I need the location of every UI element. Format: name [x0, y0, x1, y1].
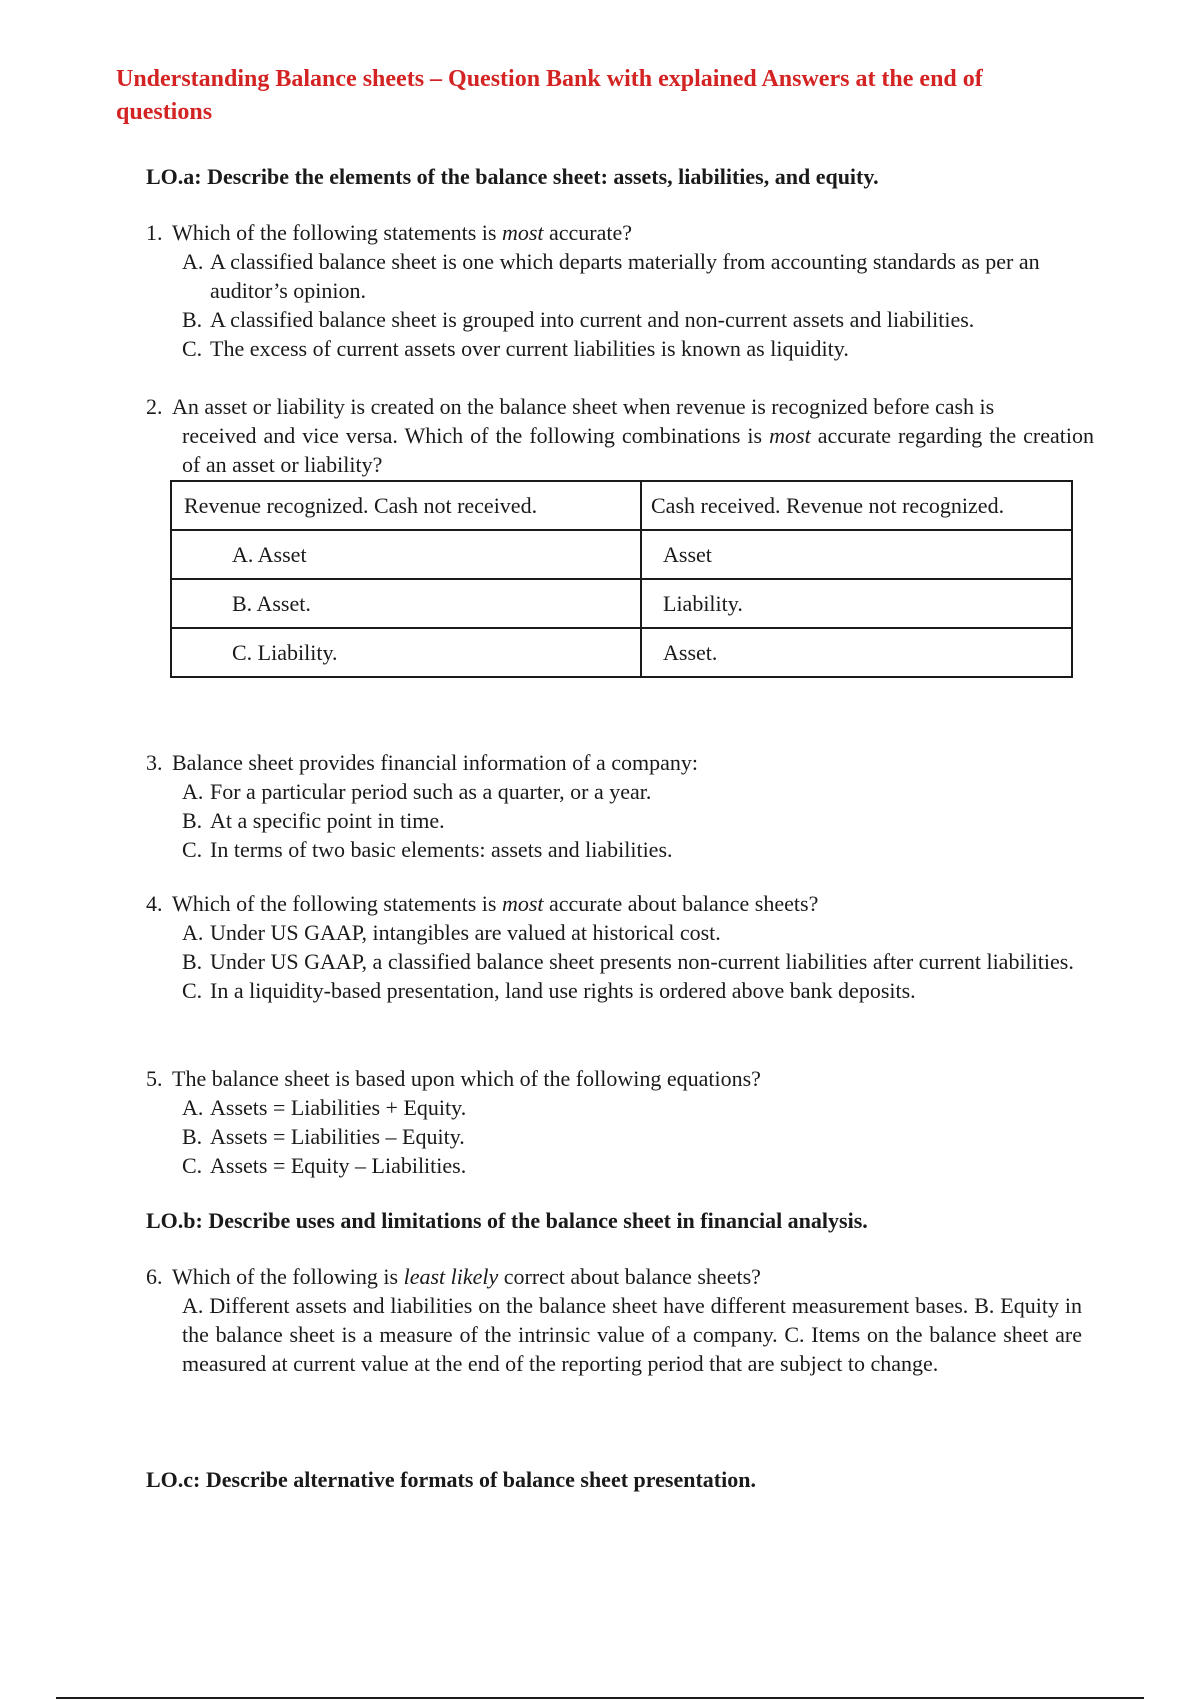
question-stem: Which of the following statements is most accurate? — [172, 220, 633, 245]
question-number: 6. — [146, 1264, 163, 1289]
question-number: 5. — [146, 1066, 163, 1091]
option: A. Under US GAAP, intangibles are valued at historical cost. — [182, 920, 721, 945]
question-stem-continued: received and vice versa. Which of the following combinations is most accurate regarding the creation of an asset or liability? — [182, 423, 1094, 477]
table-cell: Liability. — [641, 579, 1072, 628]
table-header: Cash received. Revenue not recognized. — [641, 481, 1072, 530]
option-paragraph: A. Different assets and liabilities on the balance sheet have different measurement bases. B. Equity in the balance sheet is a measure of the intrinsic value of a company. C. Items on the balance sheet are measured at current value at the end of the reporting period that are subject to change. — [182, 1293, 1082, 1376]
table-header-row — [171, 481, 1072, 530]
option: A. For a particular period such as a quarter, or a year. — [182, 779, 652, 804]
table-row — [171, 628, 1072, 677]
option-list — [182, 777, 1096, 864]
question-number: 1. — [146, 220, 163, 245]
table-row — [171, 579, 1072, 628]
option: B. Assets = Liabilities – Equity. — [182, 1124, 465, 1149]
table-row — [171, 530, 1072, 579]
option: C. In terms of two basic elements: assets and liabilities. — [182, 837, 673, 862]
question-2 — [146, 392, 1094, 479]
question-stem: An asset or liability is created on the balance sheet when revenue is recognized before cash is — [172, 394, 995, 419]
question-number: 4. — [146, 891, 163, 916]
table-cell: Asset — [641, 530, 1072, 579]
question-stem: Balance sheet provides financial information of a company: — [172, 750, 698, 775]
option: C. Assets = Equity – Liabilities. — [182, 1153, 467, 1178]
option: C. The excess of current assets over current liabilities is known as liquidity. — [182, 336, 849, 361]
lo-a-heading: LO.a: Describe the elements of the balance sheet: assets, liabilities, and equity. — [146, 164, 879, 189]
option: C. In a liquidity-based presentation, land use rights is ordered above bank deposits. — [182, 978, 916, 1003]
question-number: 3. — [146, 750, 163, 775]
option: B. A classified balance sheet is grouped into current and non-current assets and liabilities. — [182, 307, 975, 332]
question-3 — [146, 748, 1096, 864]
table-cell: B. Asset. — [171, 579, 641, 628]
document-title: Understanding Balance sheets – Question Bank with explained Answers at the end of questions — [116, 66, 983, 125]
option: A. A classified balance sheet is one which departs materially from accounting standards as per an auditor’s opinion. — [182, 249, 1040, 303]
option-list — [182, 247, 1096, 363]
question-5 — [146, 1064, 1096, 1180]
question-stem: Which of the following is least likely correct about balance sheets? — [172, 1264, 761, 1289]
option-list — [182, 918, 1096, 1005]
lo-c-heading: LO.c: Describe alternative formats of balance sheet presentation. — [146, 1467, 756, 1492]
lo-b-heading: LO.b: Describe uses and limitations of the balance sheet in financial analysis. — [146, 1208, 868, 1233]
question-6 — [146, 1262, 1090, 1378]
option: A. Assets = Liabilities + Equity. — [182, 1095, 467, 1120]
option-list — [182, 1093, 1096, 1180]
footer-rule — [56, 1697, 1144, 1699]
table-cell: A. Asset — [171, 530, 641, 579]
question-4 — [146, 889, 1096, 1005]
question-stem: The balance sheet is based upon which of the following equations? — [172, 1066, 761, 1091]
question-stem: Which of the following statements is most accurate about balance sheets? — [172, 891, 819, 916]
question-1 — [146, 218, 1096, 363]
table-cell: Asset. — [641, 628, 1072, 677]
option: B. Under US GAAP, a classified balance sheet presents non-current liabilities after current liabilities. — [182, 949, 1074, 974]
option: B. At a specific point in time. — [182, 808, 445, 833]
table-header: Revenue recognized. Cash not received. — [171, 481, 641, 530]
answer-combinations-table — [170, 480, 1073, 678]
question-number: 2. — [146, 394, 163, 419]
table-cell: C. Liability. — [171, 628, 641, 677]
